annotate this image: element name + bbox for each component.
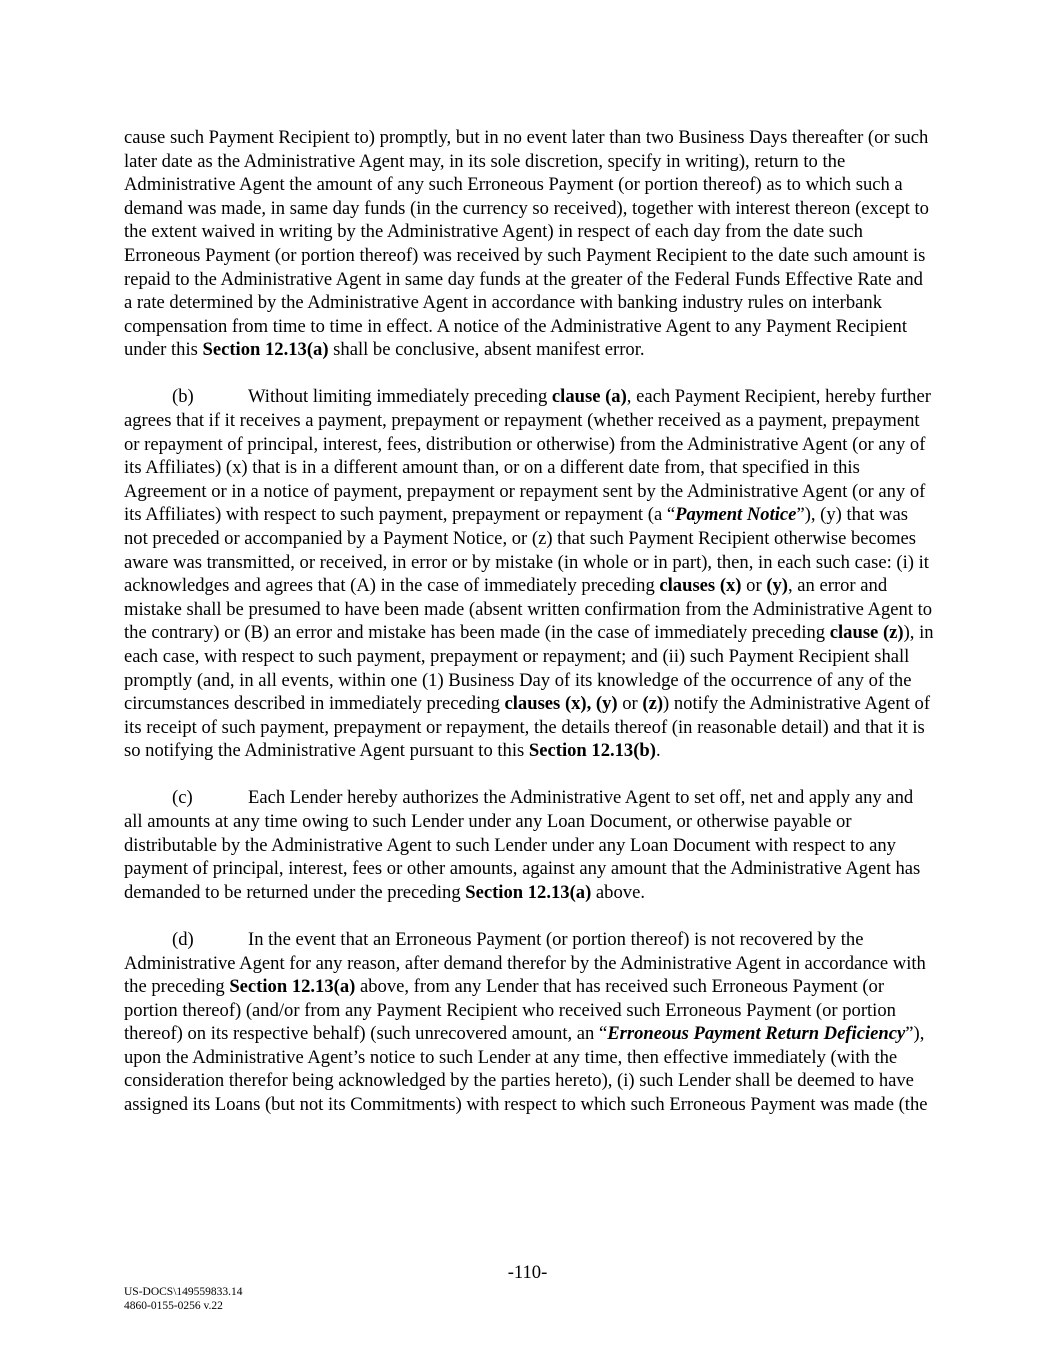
body-text [124, 126, 934, 1140]
paragraph-text: Each Lender hereby authorizes the Administrative Agent to set off, net and apply any and all amounts at any time owing to such Lender under any Loan Document, or otherwise payable or distributable by the Administrative Agent to such Lender under any Loan Document with respect to any payment of principal, interest, fees or other amounts, against any amount that the Administrative Agent has demanded to be returned under the preceding [124, 787, 921, 903]
clause-reference: clauses (x), (y) [504, 693, 618, 715]
section-reference: Section 12.13(a) [229, 976, 356, 998]
section-reference: Section 12.13(a) [465, 881, 592, 903]
defined-term: Erroneous Payment Return Deficiency [607, 1023, 906, 1045]
paragraph-b [124, 385, 934, 763]
paragraph-text: ), in each case, with respect to such payment, prepayment or repayment; and (ii) such Payment Recipient shall promptly (and, in all events, within one (1) Business Day of its knowledge of the occurrence of any of the circumstances described in immediately preceding [124, 622, 934, 715]
paragraph-text: ”), upon the Administrative Agent’s notice to such Lender at any time, then effective immediately (with the consideration therefor being acknowledged by the parties hereto), (i) such Lender shall be deemed to have assigned its Loans (but not its Commitments) with respect to which such Erroneous Payment was made (the [124, 1023, 928, 1116]
clause-reference: clause (a) [551, 386, 627, 408]
clause-reference: (y) [766, 575, 788, 597]
paragraph-label: (c) [172, 787, 193, 809]
page-number: -110- [507, 1262, 548, 1283]
document-id-line-2: 4860-0155-0256 v.22 [124, 1300, 223, 1312]
paragraph-text: , each Payment Recipient, hereby further agrees that if it receives a payment, prepayment or repayment (whether received as a payment, prepayment or repayment of principal, interest, fees, distribution or otherwise) from the Administrative Agent (or any of its Affiliates) (x) that is in a different amount than, or on a different date from, that specified in this Agreement or in a notice of payment, prepayment or repayment sent by the Administrative Agent (or any of its Affiliates) with respect to such payment, prepayment or repayment (a “ [124, 386, 931, 526]
document-id [124, 1285, 243, 1313]
paragraph-text: above. [591, 881, 645, 903]
paragraph-text: shall be conclusive, absent manifest error. [328, 339, 645, 361]
clause-reference: (z) [642, 693, 664, 715]
clause-reference: clause (z) [829, 622, 904, 644]
paragraph-continuation [124, 126, 934, 362]
defined-term: Payment Notice [675, 504, 797, 526]
paragraph-text: . [655, 740, 661, 762]
paragraph-d [124, 928, 934, 1117]
section-reference: Section 12.13(a) [202, 339, 329, 361]
paragraph-c [124, 786, 934, 904]
paragraph-text: or [741, 575, 767, 597]
paragraph-text: cause such Payment Recipient to) promptly, but in no event later than two Business Days thereafter (or such later date as the Administrative Agent may, in its sole discretion, specify in writing), return to the Administrative Agent the amount of any such Erroneous Payment (or portion thereof) as to which such a demand was made, in same day funds (in the currency so received), together with interest thereon (except to the extent waived in writing by the Administrative Agent) in respect of each day from the date such Erroneous Payment (or portion thereof) was received by such Payment Recipient to the date such amount is repaid to the Administrative Agent in same day funds at the greater of the Federal Funds Effective Rate and a rate determined by the Administrative Agent in accordance with banking industry rules on interbank compensation from time to time in effect. A notice of the Administrative Agent to any Payment Recipient under this [124, 127, 929, 361]
paragraph-text: In the event that an Erroneous Payment (or portion thereof) is not recovered by the Administrative Agent for any reason, after demand therefor by the Administrative Agent in accordance with the preceding [124, 928, 926, 998]
paragraph-text: ) notify the Administrative Agent of its receipt of such payment, prepayment or repayment, the details thereof (in reasonable detail) and that it is so notifying the Administrative Agent pursuant to this [124, 693, 931, 762]
paragraph-text: above, from any Lender that has received such Erroneous Payment (or portion thereof) (and/or from any Payment Recipient who received such Erroneous Payment (or portion thereof) on its respective behalf) (such unrecovered amount, an “ [124, 976, 896, 1045]
paragraph-text: Without limiting immediately preceding [248, 386, 552, 408]
paragraph-text: or [617, 693, 643, 715]
paragraph-text: ”), (y) that was not preceded or accompanied by a Payment Notice, or (z) that such Payment Recipient otherwise becomes aware was transmitted, or received, in error or by mistake (in whole or in part), then, in each such case: (i) it acknowledges and agrees that (A) in the case of immediately preceding [124, 504, 929, 597]
section-reference: Section 12.13(b) [528, 740, 656, 762]
paragraph-label: (b) [172, 386, 194, 408]
paragraph-label: (d) [172, 928, 194, 950]
paragraph-text: , an error and mistake shall be presumed to have been made (absent written confirmation from the Administrative Agent to the contrary) or (B) an error and mistake has been made (in the case of immediately preceding [124, 575, 933, 644]
clause-reference: clauses (x) [659, 575, 742, 597]
document-id-line-1: US-DOCS\149559833.14 [124, 1286, 243, 1298]
